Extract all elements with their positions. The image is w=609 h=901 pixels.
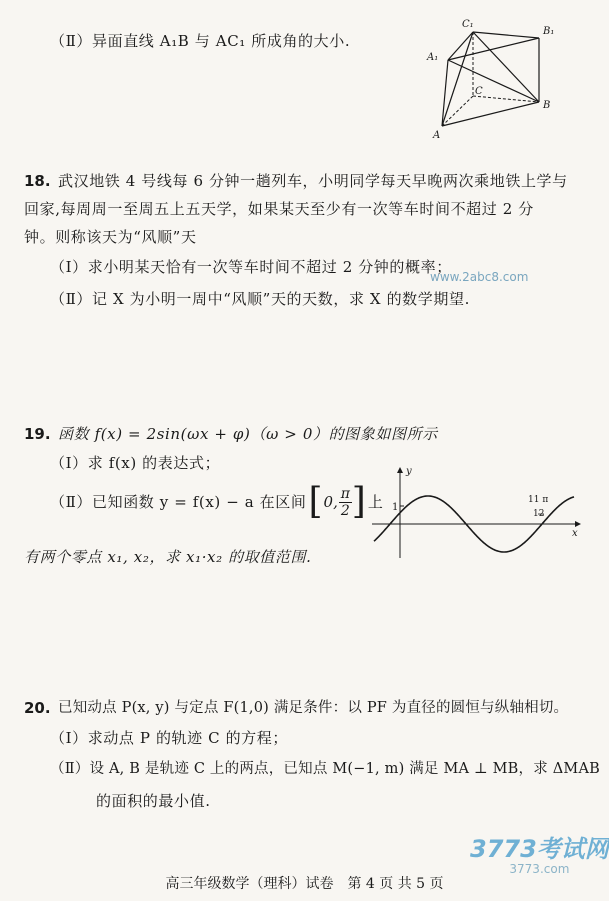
q18-watermark: www.2abc8.com: [430, 270, 529, 284]
interval-den: 2: [340, 502, 350, 519]
q19-line4: 有两个零点 x₁, x₂，求 x₁·x₂ 的取值范围.: [24, 548, 312, 566]
q20-part2: （Ⅱ）设 A, B 是轨迹 C 上的两点，已知点 M(−1, m) 满足 MA ⊥ MB，求 ΔMAB: [50, 761, 600, 777]
q18-line2: 回家,每周周一至周五上五天学，如果某天至少有一次等车时间不超过 2 分: [24, 200, 534, 218]
q18-number: 18.: [24, 172, 51, 190]
label-a: A: [433, 130, 441, 140]
q19-part2-post: 上: [367, 493, 384, 511]
label-a1: A₁: [427, 52, 439, 63]
label-b: B: [543, 100, 551, 111]
label-c: C: [475, 86, 483, 97]
q19-number: 19.: [24, 425, 51, 443]
q18-part2: （Ⅱ）记 X 为小明一周中“风顺”天的天数，求 X 的数学期望.: [50, 290, 470, 308]
interval-fraction: [339, 486, 352, 519]
q19-line1: 函数 f(x) = 2sin(ωx + φ)（ω > 0）的图象如图所示: [58, 425, 438, 443]
label-b1: B₁: [543, 26, 555, 37]
q17-part2: （Ⅱ）异面直线 A₁B 与 AC₁ 所成角的大小.: [50, 32, 351, 50]
graph-mark-den: 12: [533, 509, 545, 519]
q20-line4: 的面积的最小值.: [96, 792, 211, 810]
graph-x-label: x: [572, 528, 578, 539]
q20-line1: 已知动点 P(x, y) 与定点 F(1,0) 满足条件：以 PF 为直径的圆恒与纵轴相切。: [58, 700, 569, 716]
q18-line1: 武汉地铁 4 号线每 6 分钟一趟列车，小明同学每天早晚两次乘地铁上学与: [58, 172, 568, 190]
interval-expression: [ 0, $\frac{\pi}{2}$ ]: [308, 481, 366, 522]
q20-number: 20.: [24, 699, 51, 717]
q19-part1: （Ⅰ）求 f(x) 的表达式；: [50, 454, 221, 472]
graph-mark-num: 11 π: [528, 495, 549, 505]
q19-part2: [50, 480, 383, 524]
prism-figure: [425, 14, 565, 140]
watermark-logo-text: 3773考试网: [470, 835, 609, 863]
interval-left: 0,: [323, 493, 338, 511]
graph-y-label: y: [406, 466, 412, 477]
graph-one-label: 1: [392, 502, 399, 513]
q19-part2-pre: （Ⅱ）已知函数 y = f(x) − a 在区间: [50, 493, 307, 511]
page-footer: 高三年级数学（理科）试卷 第 4 页 共 5 页: [165, 876, 444, 892]
watermark-url: 3773.com: [509, 862, 570, 876]
q18-line3: 钟。则称该天为“风顺”天: [24, 228, 197, 246]
q18-part1: （Ⅰ）求小明某天恰有一次等车时间不超过 2 分钟的概率；: [50, 258, 452, 276]
sine-graph: [368, 462, 588, 562]
q20-part1: （Ⅰ）求动点 P 的轨迹 C 的方程；: [50, 729, 288, 747]
watermark-logo: [470, 836, 609, 876]
interval-num: π: [340, 485, 350, 502]
label-c1: C₁: [462, 19, 474, 30]
